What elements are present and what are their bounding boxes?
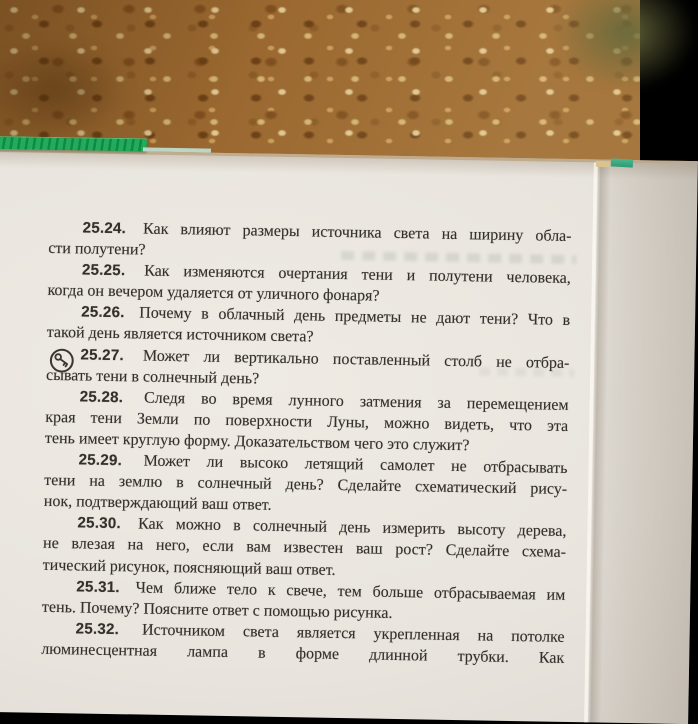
problem-number: 25.30.: [77, 514, 122, 533]
problem-number: 25.28.: [79, 388, 124, 406]
text-line: края тени Земли по поверхности Луны, можно видеть, что эта: [45, 408, 569, 435]
key-in-circle-icon: [48, 347, 75, 374]
problem-text: Может ли вертикально поставленный столб не отбра-: [142, 347, 570, 372]
text-line: когда он вечером удаляется от уличного фонаря?: [47, 282, 380, 305]
book-page: [0, 149, 698, 724]
green-cover-edge: [0, 136, 147, 151]
text-line: тень. Почему? Поясните ответ с помощью рисунка.: [41, 598, 393, 622]
problem-25-28: [45, 386, 569, 458]
text-line-partial: люминесцентная лампа в форме длинной трубки. Как: [41, 640, 565, 667]
problem-number: 25.32.: [75, 620, 120, 638]
problem-number: 25.25.: [81, 261, 126, 280]
problem-number: 25.24.: [82, 219, 127, 238]
problem-text: Как можно в солнечный день измерить высоту дерева,: [137, 515, 567, 541]
carpet-dark-patch: [0, 40, 130, 140]
teal-corner-sliver: [611, 158, 633, 167]
problem-25-30: [43, 512, 567, 584]
text-line: сти полутени?: [48, 239, 146, 259]
problem-number: 25.31.: [76, 577, 120, 596]
text-line: тень имеет круглую форму. Доказательством чего это служит?: [44, 429, 470, 455]
text-line: сывать тени в солнечный день?: [45, 366, 260, 388]
problems-text-block: [41, 217, 572, 669]
text-line: не влезая на него, если вам известен ваш рост? Сделайте схема-: [42, 535, 567, 562]
page-fold-shadow: [587, 162, 698, 724]
problem-25-32: [41, 618, 565, 669]
problem-text: Как изменяются очертания тени и полутени человека,: [144, 262, 571, 288]
problem-number: 25.29.: [78, 451, 123, 470]
problem-text: Почему в облачный день предметы не дают тени? Что в: [139, 304, 571, 330]
page-corner-tan-sliver: [596, 161, 610, 167]
problem-number: 25.26.: [81, 303, 125, 322]
text-line: такой день является источником света?: [46, 324, 314, 346]
text-line: нок, подтверждающий ваш ответ.: [43, 493, 272, 515]
carpet-olive-patch: [555, 0, 695, 90]
text-line: тени на землю в солнечный день? Сделайте схематический рису-: [44, 471, 568, 499]
problem-25-29: [44, 449, 568, 521]
text-line: тический рисунок, поясняющий ваш ответ.: [42, 556, 336, 579]
problem-text: Источником света является укрепленная на потолке: [141, 621, 565, 646]
problem-text: Чем ближе тело к свече, тем больше отбрасываемая им: [135, 579, 566, 604]
problem-text: Может ли высоко летящий самолет не отбрасывать: [143, 452, 568, 477]
problem-text: Как влияют размеры источника света на ширину обла-: [142, 220, 572, 245]
problem-text: Следя во время лунного затмения за перемещением: [143, 389, 569, 414]
problem-number: 25.27.: [80, 345, 125, 364]
